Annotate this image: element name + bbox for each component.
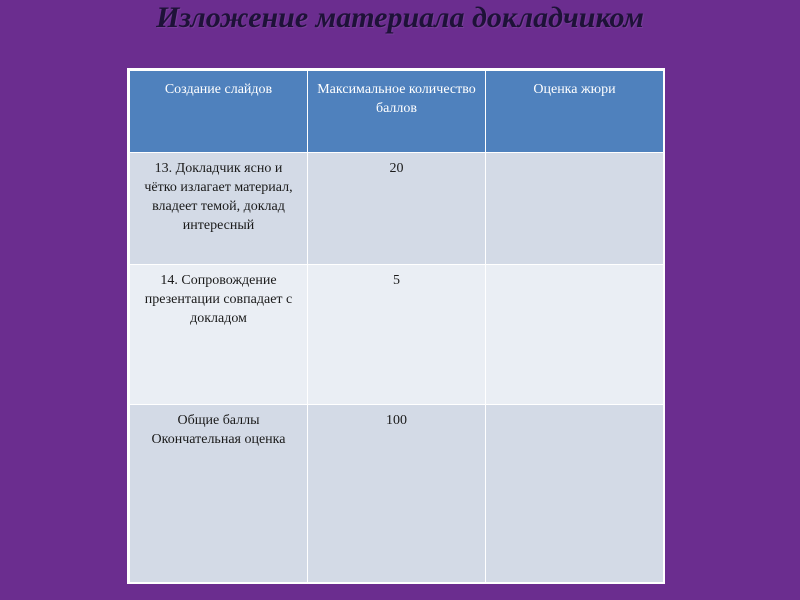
criterion-cell: Общие баллы Окончательная оценка [130,405,308,583]
scoring-grid [129,70,664,583]
jury-score-cell[interactable] [486,265,664,405]
criterion-cell: 13. Докладчик ясно и чётко излагает материал, владеет темой, доклад интересный [130,153,308,265]
header-max-points: Максимальное количество баллов [308,71,486,153]
header-jury-score: Оценка жюри [486,71,664,153]
criterion-cell: 14. Сопровождение презентации совпадает с докладом [130,265,308,405]
table-row [130,153,664,265]
table-header-row [130,71,664,153]
scoring-table [127,68,665,584]
header-slides-creation: Создание слайдов [130,71,308,153]
slide-title: Изложение материала докладчиком [156,1,644,34]
jury-score-cell[interactable] [486,153,664,265]
table-row [130,265,664,405]
max-points-cell: 20 [308,153,486,265]
max-points-cell: 100 [308,405,486,583]
max-points-cell: 5 [308,265,486,405]
table-row [130,405,664,583]
jury-score-cell[interactable] [486,405,664,583]
